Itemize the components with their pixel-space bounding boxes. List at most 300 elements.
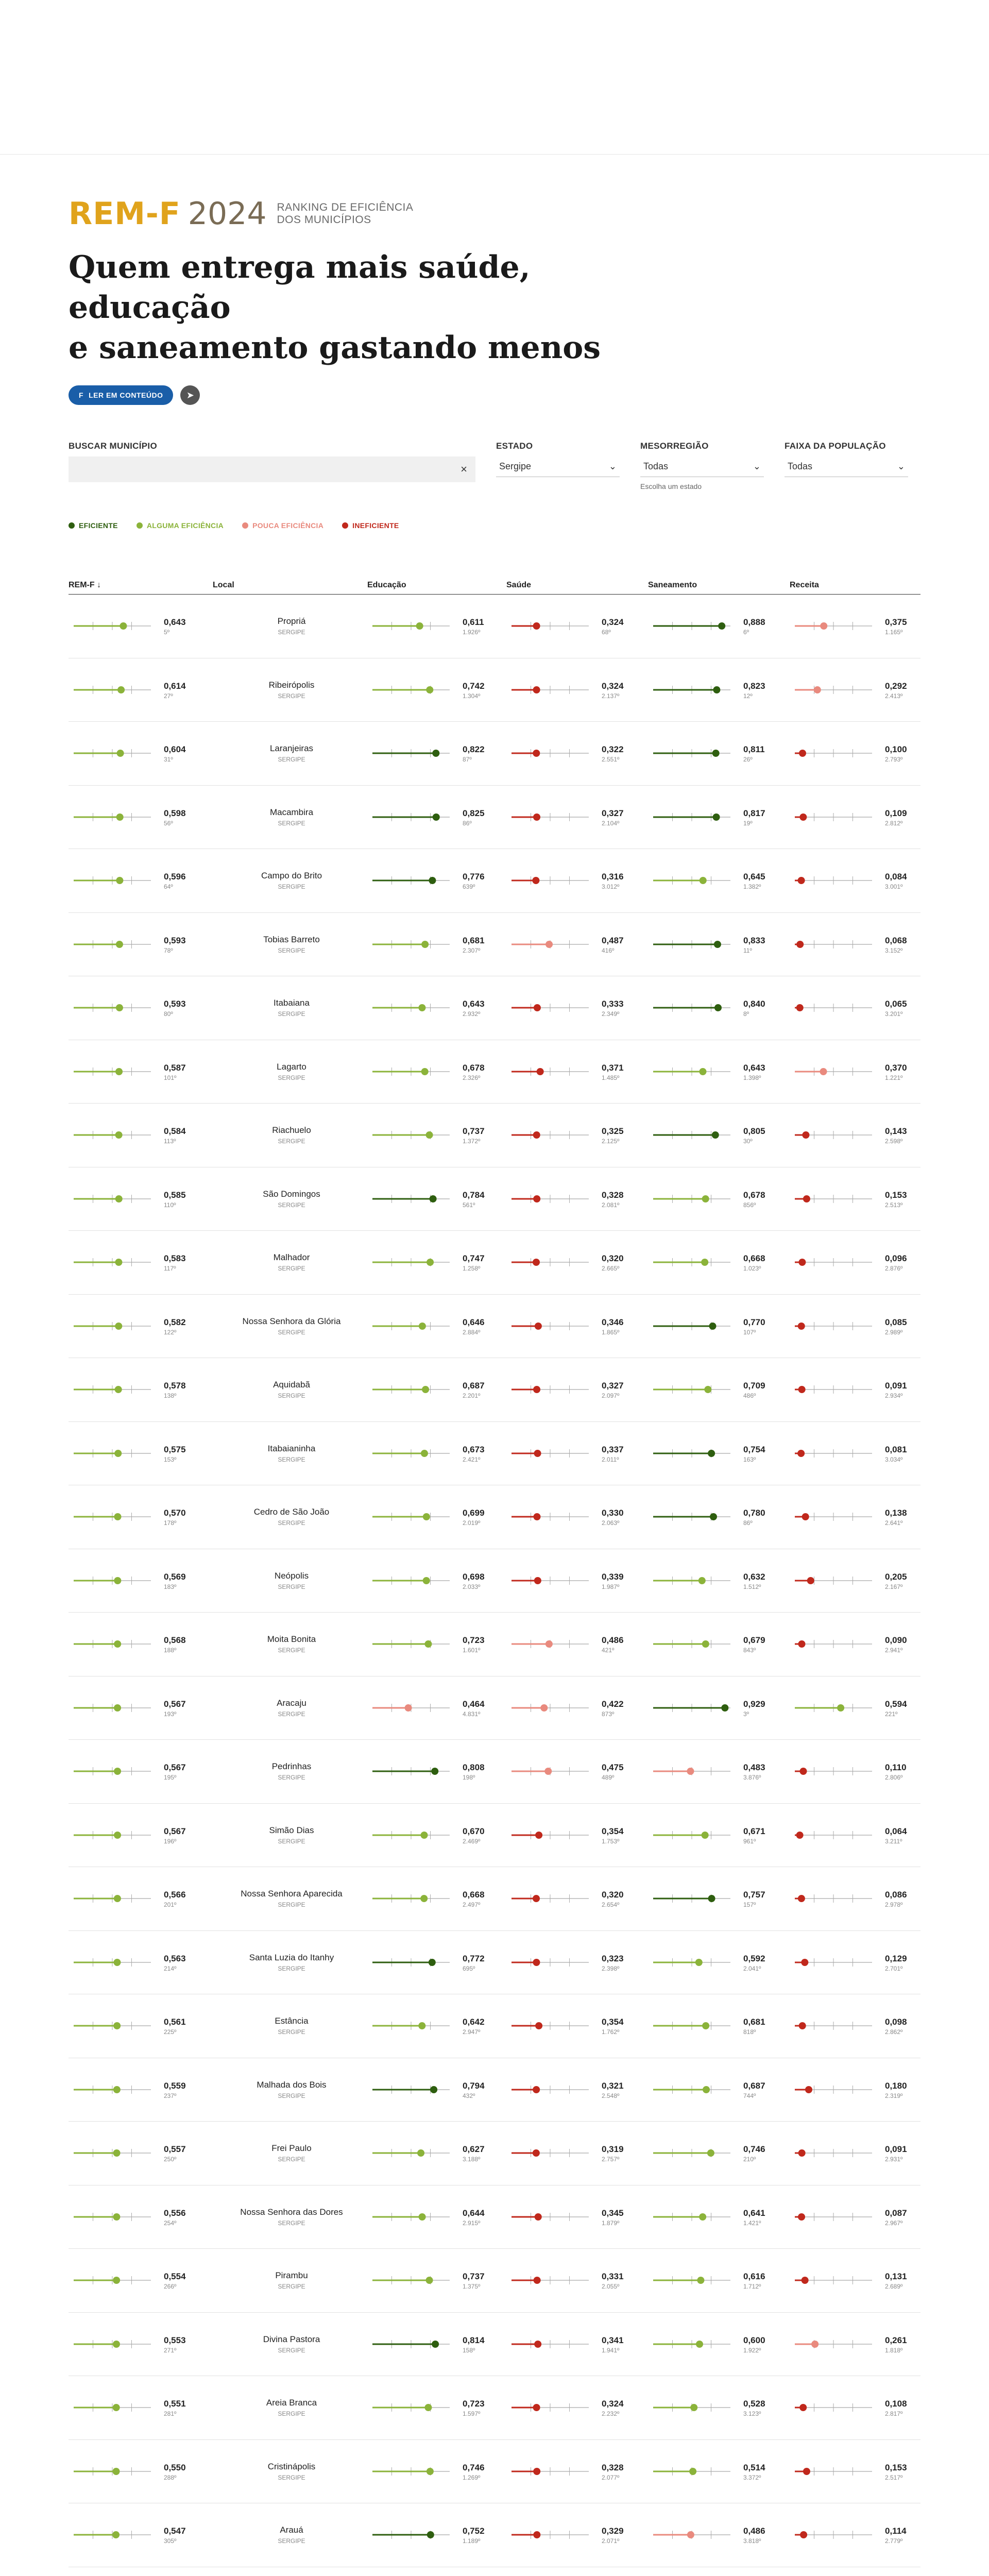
rec-indicator — [790, 1820, 920, 1851]
place-cell — [213, 1295, 367, 1358]
indicator-marker — [687, 2531, 694, 2538]
indicator-rank: 305º — [164, 2537, 177, 2545]
table-row[interactable] — [69, 1931, 920, 1995]
search-label: BUSCAR MUNICÍPIO — [69, 441, 157, 451]
indicator-rank: 2.326º — [463, 1074, 481, 1081]
indicator-value: 0,131 — [885, 2272, 907, 2282]
indicator-rank: 2.862º — [885, 2028, 903, 2036]
indicator-rank: 2.398º — [602, 1964, 620, 1972]
indicator-marker — [712, 750, 720, 757]
brand-subtitle-line: DOS MUNICÍPIOS — [277, 214, 371, 226]
indicator-value: 0,673 — [463, 1444, 485, 1454]
municipality-state: SERGIPE — [278, 2410, 305, 2418]
indicator-marker — [429, 877, 436, 884]
saude-cell — [506, 2249, 648, 2312]
indicator-marker — [533, 1259, 540, 1266]
sort-arrow-icon: ↓ — [97, 581, 101, 589]
remf-indicator — [69, 1692, 202, 1723]
indicator-value: 0,723 — [463, 1635, 485, 1646]
receita-cell — [790, 1549, 920, 1613]
table-row[interactable] — [69, 595, 920, 658]
legend-label: ALGUMA EFICIÊNCIA — [146, 521, 224, 530]
indicator-value: 0,604 — [164, 744, 186, 755]
remf-cell — [69, 1231, 213, 1294]
facebook-share-label: LER EM CONTEÚDO — [89, 391, 163, 399]
indicator-value: 0,316 — [602, 872, 624, 882]
edu-indicator — [367, 929, 501, 960]
indicator-value: 0,583 — [164, 1253, 186, 1264]
place-cell — [213, 1931, 367, 1994]
indicator-marker — [796, 941, 804, 948]
saude-cell — [506, 1867, 648, 1930]
indicator-marker — [534, 1513, 541, 1520]
indicator-value: 0,567 — [164, 1762, 186, 1773]
educacao-cell — [367, 849, 506, 912]
indicator-value: 0,550 — [164, 2462, 186, 2472]
saneamento-cell — [648, 1485, 790, 1549]
municipality-name: Macambira — [269, 807, 314, 817]
indicator-value: 0,670 — [463, 1826, 485, 1836]
brand-subtitle — [277, 201, 414, 226]
table-row[interactable] — [69, 1613, 920, 1676]
header-receita[interactable]: Receita — [790, 581, 819, 589]
san-indicator — [648, 1820, 782, 1851]
indicator-value: 0,575 — [164, 1444, 186, 1454]
indicator-marker — [798, 1640, 806, 1648]
saneamento-cell — [648, 595, 790, 658]
san-indicator — [648, 1120, 782, 1150]
top-banner — [0, 0, 989, 155]
table-row[interactable] — [69, 913, 920, 977]
rec-indicator — [790, 2138, 920, 2168]
rec-indicator — [790, 1883, 920, 1914]
indicator-marker — [418, 1004, 425, 1011]
edu-indicator — [367, 1820, 501, 1851]
chevron-down-icon: ⌄ — [608, 461, 617, 471]
indicator-value: 0,752 — [463, 2526, 485, 2536]
saneamento-cell — [648, 1104, 790, 1167]
place-cell — [213, 1358, 367, 1421]
saneamento-cell — [648, 2567, 790, 2576]
indicator-marker — [534, 1577, 541, 1584]
indicator-value: 0,337 — [602, 1444, 624, 1454]
header-saude[interactable]: Saúde — [506, 581, 532, 589]
edu-indicator — [367, 1056, 501, 1087]
sau-indicator — [506, 2265, 640, 2296]
educacao-cell — [367, 1167, 506, 1231]
sau-indicator — [506, 1883, 640, 1914]
table-row[interactable] — [69, 1485, 920, 1549]
table-row[interactable] — [69, 786, 920, 850]
indicator-value: 0,114 — [885, 2526, 907, 2536]
indicator-marker — [837, 1704, 844, 1711]
table-row[interactable] — [69, 2503, 920, 2567]
indicator-rank: 744º — [743, 2092, 756, 2099]
municipality-state: SERGIPE — [278, 1837, 305, 1845]
indicator-marker — [703, 2086, 710, 2093]
indicator-rank: 1.372º — [463, 1138, 481, 1145]
municipality-state: SERGIPE — [278, 1519, 305, 1527]
indicator-value: 0,614 — [164, 681, 186, 691]
indicator-value: 0,784 — [463, 1190, 485, 1200]
indicator-marker — [114, 1450, 122, 1457]
receita-cell — [790, 786, 920, 849]
indicator-value: 0,486 — [743, 2526, 765, 2536]
san-indicator — [648, 1883, 782, 1914]
indicator-rank: 122º — [164, 1328, 177, 1336]
indicator-rank: 1.922º — [743, 2346, 761, 2354]
indicator-marker — [113, 1959, 121, 1966]
table-row[interactable] — [69, 2249, 920, 2313]
population-select[interactable] — [785, 456, 908, 477]
indicator-value: 0,811 — [743, 744, 765, 755]
indicator-marker — [695, 1959, 703, 1966]
indicator-rank: 64º — [164, 883, 173, 891]
sau-indicator — [506, 2392, 640, 2423]
indicator-marker — [422, 1386, 429, 1393]
educacao-cell — [367, 1867, 506, 1930]
indicator-rank: 1.221º — [885, 1074, 903, 1081]
edu-indicator — [367, 1120, 501, 1150]
indicator-value: 0,671 — [743, 1826, 765, 1836]
indicator-rank: 2.232º — [602, 2410, 620, 2418]
indicator-value: 0,598 — [164, 808, 186, 818]
indicator-value: 0,698 — [463, 1571, 485, 1582]
indicator-marker — [710, 1513, 717, 1520]
indicator-rank: 2.701º — [885, 1964, 903, 1972]
indicator-marker — [115, 1195, 123, 1202]
indicator-value: 0,324 — [602, 2399, 624, 2409]
indicator-rank: 432º — [463, 2092, 475, 2099]
indicator-rank: 2.598º — [885, 1138, 903, 1145]
table-row[interactable] — [69, 1740, 920, 1804]
share-icon[interactable]: ➤ — [180, 385, 200, 405]
remf-logo: REM-F — [69, 196, 181, 232]
municipality-name: Lagarto — [277, 1061, 306, 1072]
table-row[interactable] — [69, 2567, 920, 2576]
indicator-value: 0,587 — [164, 1062, 186, 1073]
indicator-rank: 117º — [164, 1265, 176, 1273]
header-remf[interactable] — [69, 581, 213, 590]
saude-cell — [506, 1167, 648, 1231]
municipality-state: SERGIPE — [278, 1774, 305, 1782]
page-title — [69, 247, 635, 368]
population-label: FAIXA DA POPULAÇÃO — [785, 441, 886, 451]
receita-cell — [790, 1485, 920, 1549]
table-row[interactable] — [69, 1295, 920, 1359]
indicator-rank: 214º — [164, 1964, 177, 1972]
indicator-rank: 12º — [743, 692, 753, 700]
indicator-marker — [707, 2149, 714, 2157]
indicator-marker — [535, 1832, 542, 1839]
saude-cell — [506, 722, 648, 785]
indicator-marker — [534, 2341, 541, 2348]
indicator-value: 0,679 — [743, 1635, 765, 1646]
edu-indicator — [367, 674, 501, 705]
indicator-value: 0,644 — [463, 2208, 485, 2218]
indicator-marker — [420, 1895, 428, 1902]
edu-indicator — [367, 1374, 501, 1405]
municipality-name: Malhador — [273, 1252, 310, 1263]
indicator-marker — [113, 2149, 121, 2157]
receita-cell — [790, 1231, 920, 1294]
sau-indicator — [506, 611, 640, 641]
place-cell — [213, 595, 367, 658]
table-row[interactable] — [69, 1994, 920, 2058]
table-row[interactable] — [69, 1422, 920, 1486]
sau-indicator — [506, 1947, 640, 1978]
san-indicator — [648, 674, 782, 705]
indicator-value: 0,109 — [885, 808, 907, 818]
indicator-marker — [702, 2022, 709, 2029]
indicator-marker — [116, 814, 124, 821]
indicator-marker — [798, 877, 805, 884]
place-cell — [213, 1804, 367, 1867]
header-saneamento[interactable]: Saneamento — [648, 581, 697, 589]
indicator-value: 0,592 — [743, 1953, 765, 1963]
indicator-value: 0,087 — [885, 2208, 907, 2218]
indicator-rank: 288º — [164, 2473, 177, 2481]
indicator-marker — [114, 1577, 121, 1584]
municipality-name: Santa Luzia do Itanhy — [249, 1952, 334, 1962]
indicator-rank: 2.812º — [885, 819, 903, 827]
chevron-down-icon: ⌄ — [897, 461, 905, 471]
indicator-marker — [545, 1640, 553, 1648]
sau-indicator — [506, 1120, 640, 1150]
facebook-share-button[interactable] — [69, 385, 173, 405]
san-indicator — [648, 865, 782, 896]
table-row[interactable] — [69, 849, 920, 913]
indicator-rank: 193º — [164, 1710, 177, 1718]
remf-cell — [69, 1867, 213, 1930]
receita-cell — [790, 1867, 920, 1930]
header-local[interactable]: Local — [213, 581, 234, 589]
indicator-value: 0,823 — [743, 681, 765, 691]
educacao-cell — [367, 1040, 506, 1104]
saneamento-cell — [648, 2122, 790, 2185]
san-indicator — [648, 992, 782, 1023]
indicator-rank: 961º — [743, 1837, 756, 1845]
remf-cell — [69, 2058, 213, 2122]
indicator-rank: 153º — [164, 1455, 177, 1463]
rec-indicator — [790, 1120, 920, 1150]
indicator-rank: 2.978º — [885, 1901, 903, 1909]
table-header — [69, 572, 920, 595]
place-cell — [213, 2567, 367, 2576]
indicator-rank: 2.689º — [885, 2283, 903, 2291]
remf-indicator — [69, 1947, 202, 1978]
indicator-marker — [427, 2468, 434, 2475]
table-row[interactable] — [69, 2313, 920, 2377]
indicator-marker — [114, 1513, 122, 1520]
table-row[interactable] — [69, 1231, 920, 1295]
sau-indicator — [506, 802, 640, 833]
indicator-marker — [697, 2277, 704, 2284]
indicator-value: 0,108 — [885, 2399, 907, 2409]
indicator-value: 0,641 — [743, 2208, 765, 2218]
table-row[interactable] — [69, 1867, 920, 1931]
indicator-value: 0,616 — [743, 2272, 765, 2282]
indicator-rank: 1.421º — [743, 2219, 761, 2227]
remf-indicator — [69, 2138, 202, 2168]
sau-indicator — [506, 2201, 640, 2232]
place-cell — [213, 2249, 367, 2312]
educacao-cell — [367, 1613, 506, 1676]
indicator-value: 0,668 — [463, 1890, 485, 1900]
meso-select[interactable] — [640, 456, 764, 477]
san-indicator — [648, 738, 782, 769]
rec-indicator — [790, 2265, 920, 2296]
indicator-value: 0,681 — [463, 935, 485, 945]
table-row[interactable] — [69, 976, 920, 1040]
indicator-marker — [798, 1895, 805, 1902]
saneamento-cell — [648, 849, 790, 912]
indicator-rank: 421º — [602, 1647, 615, 1654]
municipality-state: SERGIPE — [278, 1074, 305, 1081]
municipality-name: Ribeirópolis — [268, 680, 315, 690]
table-row[interactable] — [69, 2058, 920, 2122]
indicator-marker — [700, 877, 707, 884]
state-select[interactable] — [496, 456, 620, 477]
saude-cell — [506, 1676, 648, 1740]
educacao-cell — [367, 722, 506, 785]
indicator-value: 0,780 — [743, 1508, 765, 1518]
edu-indicator — [367, 1629, 501, 1659]
remf-indicator — [69, 1883, 202, 1914]
place-cell — [213, 913, 367, 976]
indicator-marker — [702, 1832, 709, 1839]
legend-item — [242, 521, 323, 530]
municipality-name: Cedro de São João — [253, 1507, 330, 1517]
educacao-cell — [367, 2249, 506, 2312]
indicator-marker — [798, 1323, 805, 1330]
indicator-value: 0,817 — [743, 808, 765, 818]
indicator-value: 0,327 — [602, 1381, 624, 1391]
header-educacao[interactable]: Educação — [367, 581, 406, 589]
municipality-state: SERGIPE — [278, 1392, 305, 1400]
educacao-cell — [367, 913, 506, 976]
indicator-value: 0,737 — [463, 2272, 485, 2282]
indicator-marker — [424, 2404, 432, 2411]
edu-indicator — [367, 1692, 501, 1723]
table-row[interactable] — [69, 2122, 920, 2185]
indicator-value: 0,090 — [885, 1635, 907, 1646]
indicator-rank: 416º — [602, 946, 615, 954]
indicator-rank: 2.932º — [463, 1010, 481, 1018]
educacao-cell — [367, 1231, 506, 1294]
table-row[interactable] — [69, 1040, 920, 1104]
table-row[interactable] — [69, 1167, 920, 1231]
indicator-value: 0,699 — [463, 1508, 485, 1518]
indicator-marker — [533, 2086, 540, 2093]
saneamento-cell — [648, 2058, 790, 2122]
place-cell — [213, 722, 367, 785]
remf-cell — [69, 1422, 213, 1485]
clear-search-icon[interactable]: × — [461, 463, 467, 476]
edu-indicator — [367, 1438, 501, 1469]
municipality-name: Riachuelo — [272, 1125, 311, 1136]
indicator-rank: 1.762º — [602, 2028, 620, 2036]
indicator-rank: 2.469º — [463, 1837, 481, 1845]
indicator-rank: 2.167º — [885, 1583, 903, 1590]
saneamento-cell — [648, 1358, 790, 1421]
indicator-marker — [814, 686, 821, 693]
indicator-marker — [797, 1450, 805, 1457]
saude-cell — [506, 849, 648, 912]
table-row[interactable] — [69, 2440, 920, 2504]
place-cell — [213, 1867, 367, 1930]
indicator-marker — [712, 1131, 719, 1139]
search-input[interactable] — [69, 456, 475, 482]
place-cell — [213, 1740, 367, 1803]
edu-indicator — [367, 1501, 501, 1532]
san-indicator — [648, 1947, 782, 1978]
table-row[interactable] — [69, 1804, 920, 1868]
indicator-value: 0,770 — [743, 1317, 765, 1327]
saude-cell — [506, 976, 648, 1040]
municipality-name: Nossa Senhora Aparecida — [241, 1889, 343, 1899]
municipality-state: SERGIPE — [278, 1583, 305, 1590]
educacao-cell — [367, 1358, 506, 1421]
table-row[interactable] — [69, 1676, 920, 1740]
indicator-rank: 27º — [164, 692, 173, 700]
indicator-rank: 2.793º — [885, 756, 903, 764]
table-row[interactable] — [69, 1549, 920, 1613]
san-indicator — [648, 1311, 782, 1342]
municipality-state: SERGIPE — [278, 2092, 305, 2099]
indicator-rank: 1.597º — [463, 2410, 481, 2418]
indicator-marker — [117, 686, 125, 693]
table-row[interactable] — [69, 722, 920, 786]
indicator-marker — [805, 2086, 812, 2093]
table-row[interactable] — [69, 2376, 920, 2440]
indicator-marker — [802, 2277, 809, 2284]
indicator-rank: 6º — [743, 629, 749, 636]
saneamento-cell — [648, 913, 790, 976]
indicator-value: 0,757 — [743, 1890, 765, 1900]
table-row[interactable] — [69, 1104, 920, 1167]
receita-cell — [790, 1422, 920, 1485]
saude-cell — [506, 1804, 648, 1867]
indicator-marker — [708, 1895, 715, 1902]
indicator-rank: 31º — [164, 756, 173, 764]
remf-cell — [69, 1676, 213, 1740]
rec-indicator — [790, 1692, 920, 1723]
indicator-marker — [798, 2149, 806, 2157]
indicator-marker — [427, 2531, 434, 2538]
indicator-marker — [718, 622, 725, 630]
indicator-value: 0,064 — [885, 1826, 907, 1836]
table-row[interactable] — [69, 2185, 920, 2249]
san-indicator — [648, 1183, 782, 1214]
meso-value: Todas — [643, 461, 669, 471]
indicator-value: 0,096 — [885, 1253, 907, 1264]
receita-cell — [790, 1295, 920, 1358]
indicator-marker — [421, 1450, 428, 1457]
indicator-rank: 2.019º — [463, 1519, 481, 1527]
remf-indicator — [69, 2456, 202, 2487]
indicator-marker — [115, 1068, 123, 1075]
saude-cell — [506, 1358, 648, 1421]
san-indicator — [648, 1374, 782, 1405]
table-row[interactable] — [69, 658, 920, 722]
table-row[interactable] — [69, 1358, 920, 1422]
edu-indicator — [367, 2329, 501, 2360]
indicator-value: 0,551 — [164, 2399, 186, 2409]
place-cell — [213, 2376, 367, 2439]
sau-indicator — [506, 1183, 640, 1214]
indicator-rank: 2.548º — [602, 2092, 620, 2099]
